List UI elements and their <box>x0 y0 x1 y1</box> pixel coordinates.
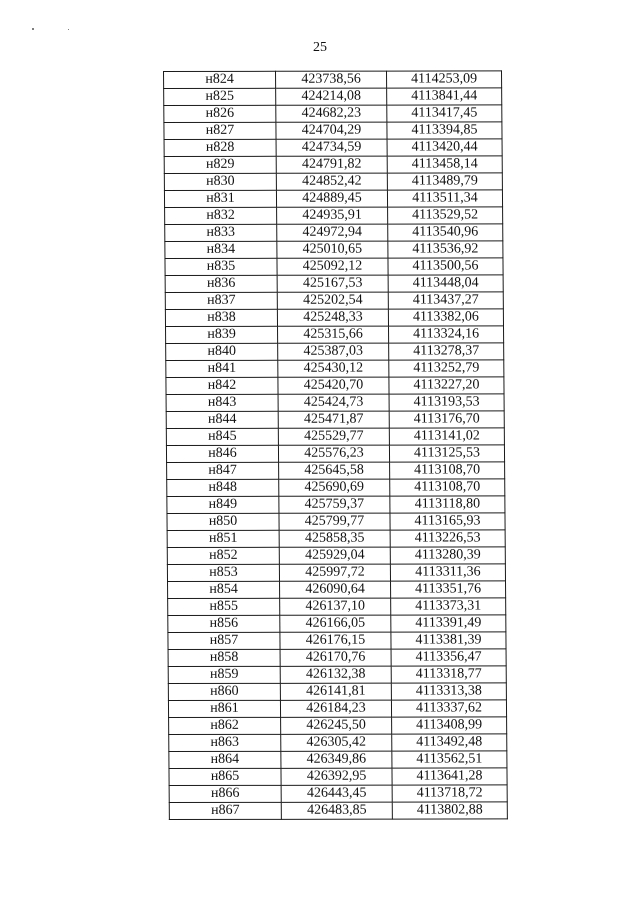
table-row <box>168 632 506 650</box>
x-coordinate-cell: 425092,12 <box>277 258 388 275</box>
x-coordinate-cell: 425997,72 <box>279 564 390 581</box>
x-coordinate-cell: 425529,77 <box>278 428 389 445</box>
table-row <box>165 207 503 225</box>
table-row <box>167 564 505 582</box>
x-coordinate-cell: 426483,85 <box>281 802 392 819</box>
point-name-cell: н856 <box>168 615 280 632</box>
y-coordinate-cell: 4113278,37 <box>389 343 504 360</box>
point-name-cell: н862 <box>169 717 281 734</box>
point-name-cell: н824 <box>164 71 276 88</box>
table-row <box>168 581 506 599</box>
x-coordinate-cell: 425167,53 <box>277 275 388 292</box>
table-row <box>164 190 502 208</box>
table-row <box>164 105 502 123</box>
y-coordinate-cell: 4113318,77 <box>391 666 506 683</box>
table-row <box>167 496 505 514</box>
y-coordinate-cell: 4113529,52 <box>388 207 503 224</box>
table-row <box>168 649 506 667</box>
x-coordinate-cell: 424852,42 <box>276 173 387 190</box>
table-row <box>168 683 506 701</box>
y-coordinate-cell: 4114253,09 <box>386 71 501 88</box>
y-coordinate-cell: 4113492,48 <box>392 734 507 751</box>
x-coordinate-cell: 426349,86 <box>281 751 392 768</box>
point-name-cell: н838 <box>165 309 277 326</box>
point-name-cell: н834 <box>165 241 277 258</box>
table-row <box>168 700 506 718</box>
table-row <box>168 615 506 633</box>
table-row <box>165 275 503 293</box>
y-coordinate-cell: 4113108,70 <box>390 462 505 479</box>
table-row <box>164 71 502 89</box>
y-coordinate-cell: 4113108,70 <box>390 479 505 496</box>
point-name-cell: н866 <box>169 785 281 802</box>
x-coordinate-cell: 425248,33 <box>277 309 388 326</box>
table-row <box>164 173 502 191</box>
point-name-cell: н835 <box>165 258 277 275</box>
y-coordinate-cell: 4113394,85 <box>387 122 502 139</box>
table-row <box>165 224 503 242</box>
x-coordinate-cell: 424214,08 <box>276 88 387 105</box>
point-name-cell: н839 <box>166 326 278 343</box>
x-coordinate-cell: 425576,23 <box>278 445 389 462</box>
point-name-cell: н841 <box>166 360 278 377</box>
x-coordinate-cell: 425387,03 <box>278 343 389 360</box>
point-name-cell: н855 <box>168 598 280 615</box>
y-coordinate-cell: 4113382,06 <box>388 309 503 326</box>
x-coordinate-cell: 425858,35 <box>279 530 390 547</box>
point-name-cell: н830 <box>164 173 276 190</box>
x-coordinate-cell: 426184,23 <box>280 700 391 717</box>
point-name-cell: н836 <box>165 275 277 292</box>
x-coordinate-cell: 426132,38 <box>280 666 391 683</box>
y-coordinate-cell: 4113227,20 <box>389 377 504 394</box>
point-name-cell: н843 <box>166 394 278 411</box>
x-coordinate-cell: 425645,58 <box>279 462 390 479</box>
table-row <box>166 326 504 344</box>
x-coordinate-cell: 425202,54 <box>277 292 388 309</box>
table-row <box>165 309 503 327</box>
x-coordinate-cell: 424935,91 <box>277 207 388 224</box>
point-name-cell: н844 <box>166 411 278 428</box>
x-coordinate-cell: 426166,05 <box>280 615 391 632</box>
point-name-cell: н848 <box>167 479 279 496</box>
point-name-cell: н860 <box>168 683 280 700</box>
point-name-cell: н853 <box>167 564 279 581</box>
point-name-cell: н831 <box>164 190 276 207</box>
x-coordinate-cell: 423738,56 <box>276 71 387 88</box>
y-coordinate-cell: 4113337,62 <box>391 700 506 717</box>
table-row <box>164 139 502 157</box>
table-row <box>166 411 504 429</box>
table-row <box>167 479 505 497</box>
y-coordinate-cell: 4113176,70 <box>389 411 504 428</box>
point-name-cell: н846 <box>166 445 278 462</box>
table-row <box>166 360 504 378</box>
point-name-cell: н840 <box>166 343 278 360</box>
point-name-cell: н863 <box>169 734 281 751</box>
y-coordinate-cell: 4113324,16 <box>388 326 503 343</box>
y-coordinate-cell: 4113226,53 <box>390 530 505 547</box>
x-coordinate-cell: 424734,59 <box>276 139 387 156</box>
point-name-cell: н857 <box>168 632 280 649</box>
table-row <box>164 122 502 140</box>
y-coordinate-cell: 4113141,02 <box>389 428 504 445</box>
point-name-cell: н825 <box>164 88 276 105</box>
x-coordinate-cell: 426176,15 <box>280 632 391 649</box>
y-coordinate-cell: 4113193,53 <box>389 394 504 411</box>
y-coordinate-cell: 4113313,38 <box>391 683 506 700</box>
table-row <box>169 802 507 820</box>
point-name-cell: н827 <box>164 122 276 139</box>
x-coordinate-cell: 424972,94 <box>277 224 388 241</box>
y-coordinate-cell: 4113118,80 <box>390 496 505 513</box>
y-coordinate-cell: 4113802,88 <box>392 802 507 819</box>
table-row <box>169 768 507 786</box>
x-coordinate-cell: 425424,73 <box>278 394 389 411</box>
y-coordinate-cell: 4113437,27 <box>388 292 503 309</box>
x-coordinate-cell: 425799,77 <box>279 513 390 530</box>
x-coordinate-cell: 425690,69 <box>279 479 390 496</box>
coordinates-table-body <box>164 71 508 820</box>
x-coordinate-cell: 424704,29 <box>276 122 387 139</box>
table-row <box>169 785 507 803</box>
table-row <box>167 547 505 565</box>
x-coordinate-cell: 426392,95 <box>281 768 392 785</box>
x-coordinate-cell: 424682,23 <box>276 105 387 122</box>
x-coordinate-cell: 426443,45 <box>281 785 392 802</box>
x-coordinate-cell: 424889,45 <box>276 190 387 207</box>
point-name-cell: н861 <box>168 700 280 717</box>
x-coordinate-cell: 425315,66 <box>278 326 389 343</box>
table-row <box>169 734 507 752</box>
y-coordinate-cell: 4113351,76 <box>391 581 506 598</box>
y-coordinate-cell: 4113562,51 <box>392 751 507 768</box>
y-coordinate-cell: 4113458,14 <box>387 156 502 173</box>
point-name-cell: н829 <box>164 156 276 173</box>
point-name-cell: н832 <box>165 207 277 224</box>
page-number: 25 <box>313 40 327 55</box>
y-coordinate-cell: 4113420,44 <box>387 139 502 156</box>
point-name-cell: н842 <box>166 377 278 394</box>
point-name-cell: н847 <box>167 462 279 479</box>
y-coordinate-cell: 4113489,79 <box>387 173 502 190</box>
x-coordinate-cell: 425759,37 <box>279 496 390 513</box>
x-coordinate-cell: 426170,76 <box>280 649 391 666</box>
y-coordinate-cell: 4113841,44 <box>387 88 502 105</box>
point-name-cell: н859 <box>168 666 280 683</box>
coordinates-table <box>163 70 508 820</box>
y-coordinate-cell: 4113356,47 <box>391 649 506 666</box>
point-name-cell: н849 <box>167 496 279 513</box>
y-coordinate-cell: 4113125,53 <box>389 445 504 462</box>
point-name-cell: н858 <box>168 649 280 666</box>
y-coordinate-cell: 4113252,79 <box>389 360 504 377</box>
table-row <box>169 717 507 735</box>
y-coordinate-cell: 4113511,34 <box>387 190 502 207</box>
table-row <box>166 445 504 463</box>
point-name-cell: н833 <box>165 224 277 241</box>
x-coordinate-cell: 425471,87 <box>278 411 389 428</box>
x-coordinate-cell: 426090,64 <box>280 581 391 598</box>
y-coordinate-cell: 4113500,56 <box>388 258 503 275</box>
table-row <box>167 513 505 531</box>
x-coordinate-cell: 425010,65 <box>277 241 388 258</box>
x-coordinate-cell: 425430,12 <box>278 360 389 377</box>
table-row <box>166 343 504 361</box>
x-coordinate-cell: 426305,42 <box>281 734 392 751</box>
point-name-cell: н867 <box>169 802 281 819</box>
y-coordinate-cell: 4113448,04 <box>388 275 503 292</box>
y-coordinate-cell: 4113391,49 <box>391 615 506 632</box>
table-row <box>166 428 504 446</box>
point-name-cell: н852 <box>167 547 279 564</box>
table-row <box>166 394 504 412</box>
table-row <box>169 751 507 769</box>
point-name-cell: н828 <box>164 139 276 156</box>
x-coordinate-cell: 424791,82 <box>276 156 387 173</box>
table-row <box>164 156 502 174</box>
y-coordinate-cell: 4113540,96 <box>388 224 503 241</box>
point-name-cell: н826 <box>164 105 276 122</box>
y-coordinate-cell: 4113408,99 <box>392 717 507 734</box>
point-name-cell: н850 <box>167 513 279 530</box>
y-coordinate-cell: 4113718,72 <box>392 785 507 802</box>
y-coordinate-cell: 4113381,39 <box>391 632 506 649</box>
scan-speck <box>32 28 34 30</box>
table-row <box>165 241 503 259</box>
y-coordinate-cell: 4113165,93 <box>390 513 505 530</box>
table-row <box>165 258 503 276</box>
x-coordinate-cell: 425420,70 <box>278 377 389 394</box>
x-coordinate-cell: 426137,10 <box>280 598 391 615</box>
y-coordinate-cell: 4113536,92 <box>388 241 503 258</box>
scan-speck <box>68 29 69 30</box>
table-row <box>164 88 502 106</box>
point-name-cell: н854 <box>168 581 280 598</box>
table-row <box>167 530 505 548</box>
point-name-cell: н865 <box>169 768 281 785</box>
y-coordinate-cell: 4113311,36 <box>390 564 505 581</box>
table-row <box>168 598 506 616</box>
y-coordinate-cell: 4113280,39 <box>390 547 505 564</box>
y-coordinate-cell: 4113373,31 <box>391 598 506 615</box>
y-coordinate-cell: 4113641,28 <box>392 768 507 785</box>
point-name-cell: н864 <box>169 751 281 768</box>
x-coordinate-cell: 426141,81 <box>280 683 391 700</box>
table-row <box>168 666 506 684</box>
y-coordinate-cell: 4113417,45 <box>387 105 502 122</box>
point-name-cell: н851 <box>167 530 279 547</box>
table-row <box>167 462 505 480</box>
point-name-cell: н837 <box>165 292 277 309</box>
point-name-cell: н845 <box>166 428 278 445</box>
table-row <box>165 292 503 310</box>
x-coordinate-cell: 425929,04 <box>279 547 390 564</box>
table-row <box>166 377 504 395</box>
x-coordinate-cell: 426245,50 <box>281 717 392 734</box>
